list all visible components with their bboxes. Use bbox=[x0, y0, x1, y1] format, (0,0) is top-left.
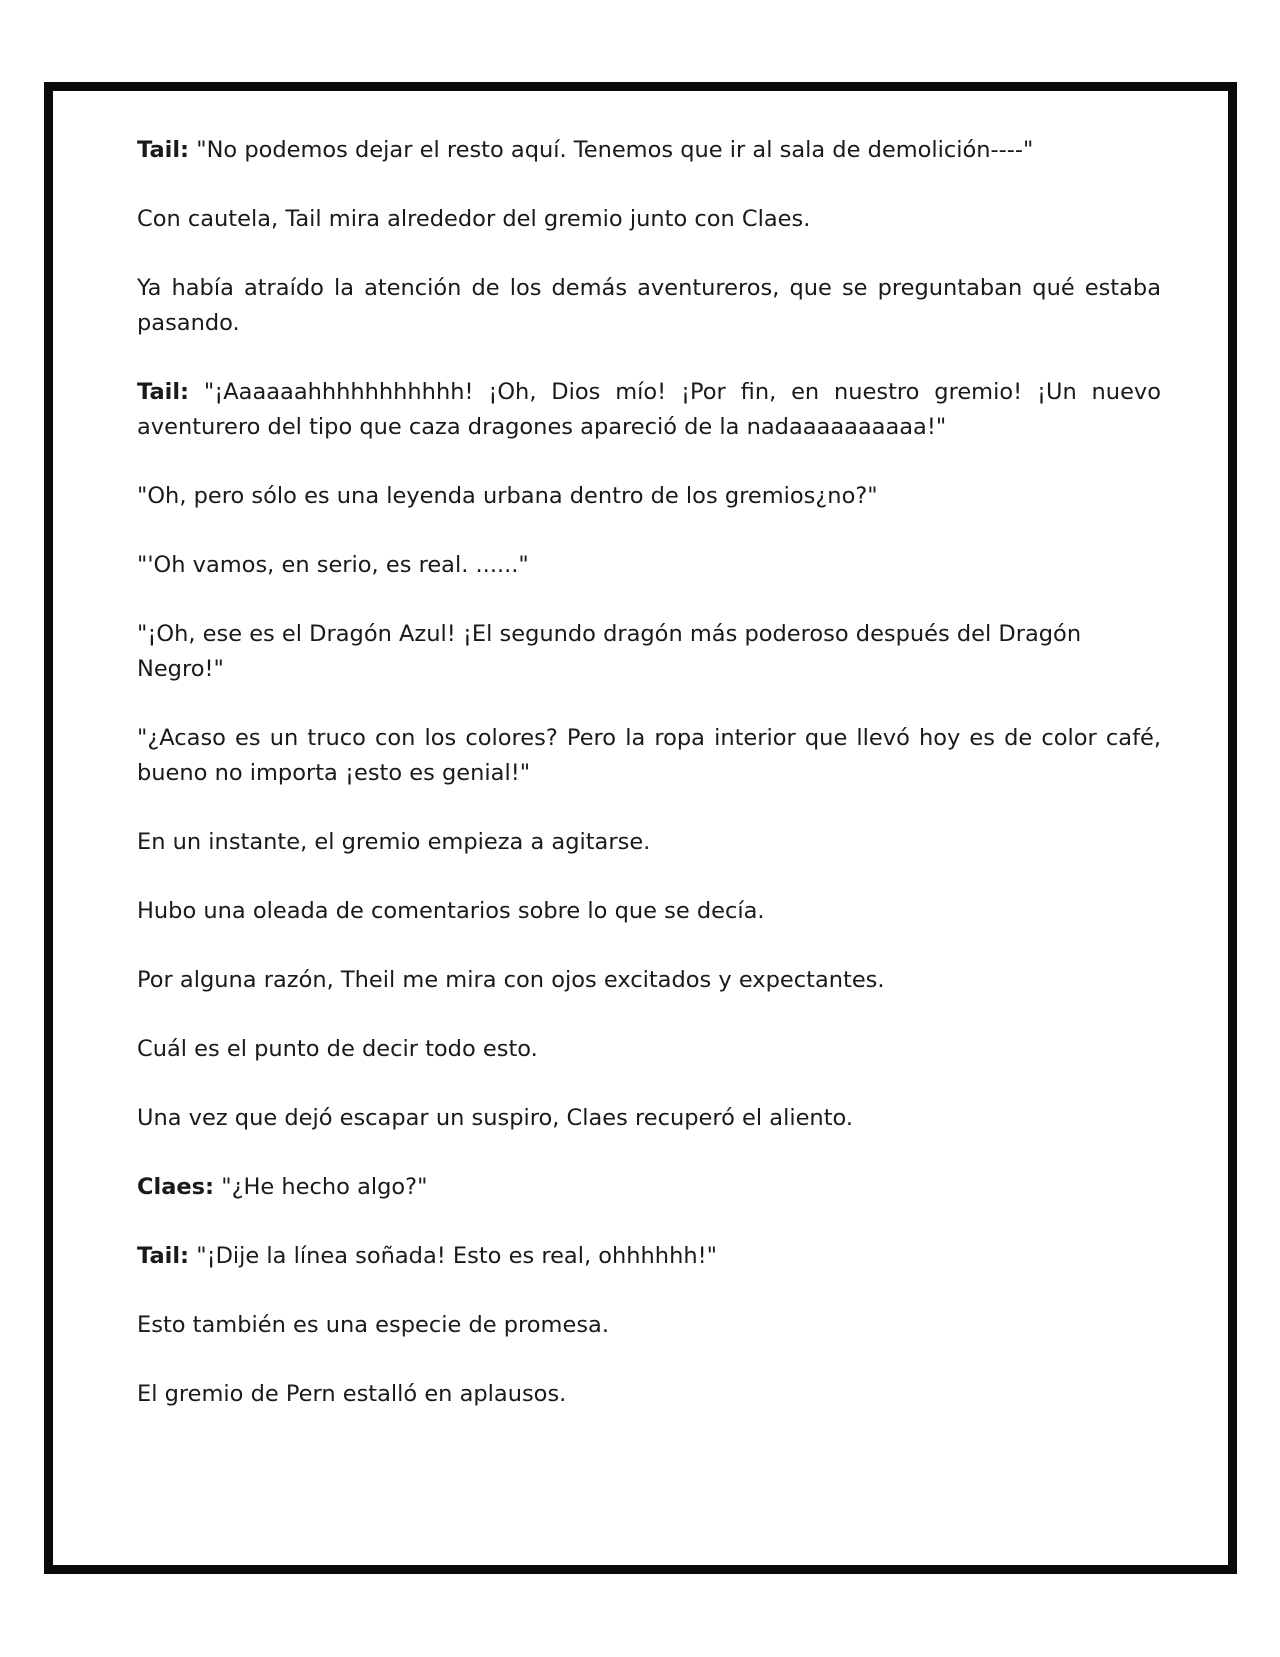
paragraph-text: Cuál es el punto de decir todo esto. bbox=[137, 1036, 538, 1062]
paragraph-text: "¿He hecho algo?" bbox=[214, 1174, 428, 1200]
document-body bbox=[137, 133, 1161, 1446]
paragraph bbox=[137, 721, 1161, 791]
paragraph bbox=[137, 548, 1161, 583]
paragraph bbox=[137, 202, 1161, 237]
speaker-label: Tail: bbox=[137, 1243, 190, 1269]
paragraph bbox=[137, 1032, 1161, 1067]
paragraph-text: En un instante, el gremio empieza a agitarse. bbox=[137, 829, 651, 855]
paragraph-text: "'Oh vamos, en serio, es real. ......" bbox=[137, 552, 529, 578]
paragraph-text: "Oh, pero sólo es una leyenda urbana dentro de los gremios¿no?" bbox=[137, 483, 878, 509]
paragraph bbox=[137, 894, 1161, 929]
speaker-label: Claes: bbox=[137, 1174, 215, 1200]
paragraph-text: Una vez que dejó escapar un suspiro, Claes recuperó el aliento. bbox=[137, 1105, 854, 1131]
paragraph bbox=[137, 1308, 1161, 1343]
paragraph bbox=[137, 271, 1161, 341]
paragraph-text: "¿Acaso es un truco con los colores? Pero la ropa interior que llevó hoy es de color café, bueno no importa ¡esto es genial!" bbox=[137, 725, 1161, 786]
paragraph bbox=[137, 1377, 1161, 1412]
paragraph bbox=[137, 1170, 1161, 1205]
paragraph bbox=[137, 825, 1161, 860]
paragraph-text: "¡Oh, ese es el Dragón Azul! ¡El segundo dragón más poderoso después del Dragón Negro!" bbox=[137, 621, 1082, 682]
paragraph bbox=[137, 375, 1161, 445]
paragraph-text: Con cautela, Tail mira alrededor del gremio junto con Claes. bbox=[137, 206, 811, 232]
paragraph bbox=[137, 1101, 1161, 1136]
speaker-label: Tail: bbox=[137, 137, 190, 163]
paragraph bbox=[137, 963, 1161, 998]
paragraph-text: Por alguna razón, Theil me mira con ojos excitados y expectantes. bbox=[137, 967, 885, 993]
paragraph bbox=[137, 479, 1161, 514]
paragraph-text: "¡Aaaaaahhhhhhhhhhh! ¡Oh, Dios mío! ¡Por fin, en nuestro gremio! ¡Un nuevo aventurero del tipo que caza dragones apareció de la nadaaaaaaaaaa!" bbox=[137, 379, 1161, 440]
paragraph-text: Ya había atraído la atención de los demás aventureros, que se preguntaban qué estaba pasando. bbox=[137, 275, 1161, 336]
paragraph-text: El gremio de Pern estalló en aplausos. bbox=[137, 1381, 567, 1407]
paragraph bbox=[137, 133, 1161, 168]
paragraph-text: Esto también es una especie de promesa. bbox=[137, 1312, 609, 1338]
speaker-label: Tail: bbox=[137, 379, 190, 405]
paragraph bbox=[137, 1239, 1161, 1274]
paragraph-text: "¡Dije la línea soñada! Esto es real, ohhhhhh!" bbox=[189, 1243, 717, 1269]
paragraph-text: "No podemos dejar el resto aquí. Tenemos que ir al sala de demolición----" bbox=[189, 137, 1034, 163]
paragraph bbox=[137, 617, 1161, 687]
page-frame bbox=[44, 82, 1237, 1574]
paragraph-text: Hubo una oleada de comentarios sobre lo que se decía. bbox=[137, 898, 765, 924]
